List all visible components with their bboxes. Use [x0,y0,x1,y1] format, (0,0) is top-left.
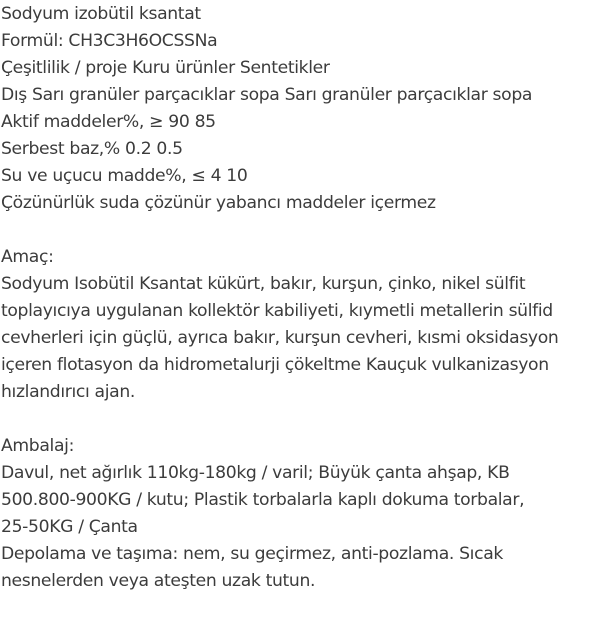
purpose-text-line: Sodyum Isobütil Ksantat kükürt, bakır, kurşun, çinko, nikel sülfit [1,274,526,294]
product-name: Sodyum izobütil ksantat [1,4,201,24]
storage-text-line: nesnelerden veya ateşten uzak tutun. [1,571,316,591]
purpose-text-line: toplayıcıya uygulanan kollektör kabiliyeti, kıymetli metallerin sülfid [1,301,553,321]
spec-free-base: Serbest baz,% 0.2 0.5 [1,139,183,159]
purpose-text-line: cevherleri için güçlü, ayrıca bakır, kurşun cevheri, kısmi oksidasyon [1,328,559,348]
packaging-text-line: Davul, net ağırlık 110kg-180kg / varil; Büyük çanta ahşap, KB [1,463,510,483]
spec-variety: Çeşitlilik / proje Kuru ürünler Sentetikler [1,58,330,78]
spec-formula: Formül: CH3C3H6OCSSNa [1,31,218,51]
spec-moisture: Su ve uçucu madde%, ≤ 4 10 [1,166,248,186]
spacer [1,217,588,244]
spacer [1,406,588,433]
spec-solubility: Çözünürlük suda çözünür yabancı maddeler içermez [1,193,436,213]
purpose-text-line: hızlandırıcı ajan. [1,382,136,402]
packaging-text-line: 25-50KG / Çanta [1,517,138,537]
spec-appearance: Dış Sarı granüler parçacıklar sopa Sarı granüler parçacıklar sopa [1,85,533,105]
spec-active-ingredient: Aktif maddeler%, ≥ 90 85 [1,112,216,132]
storage-text-line: Depolama ve taşıma: nem, su geçirmez, anti-pozlama. Sıcak [1,544,503,564]
packaging-heading: Ambalaj: [1,436,75,456]
purpose-heading: Amaç: [1,247,54,267]
packaging-text-line: 500.800-900KG / kutu; Plastik torbalarla kaplı dokuma torbalar, [1,490,525,510]
purpose-text-line: içeren flotasyon da hidrometalurji çökeltme Kauçuk vulkanizasyon [1,355,549,375]
